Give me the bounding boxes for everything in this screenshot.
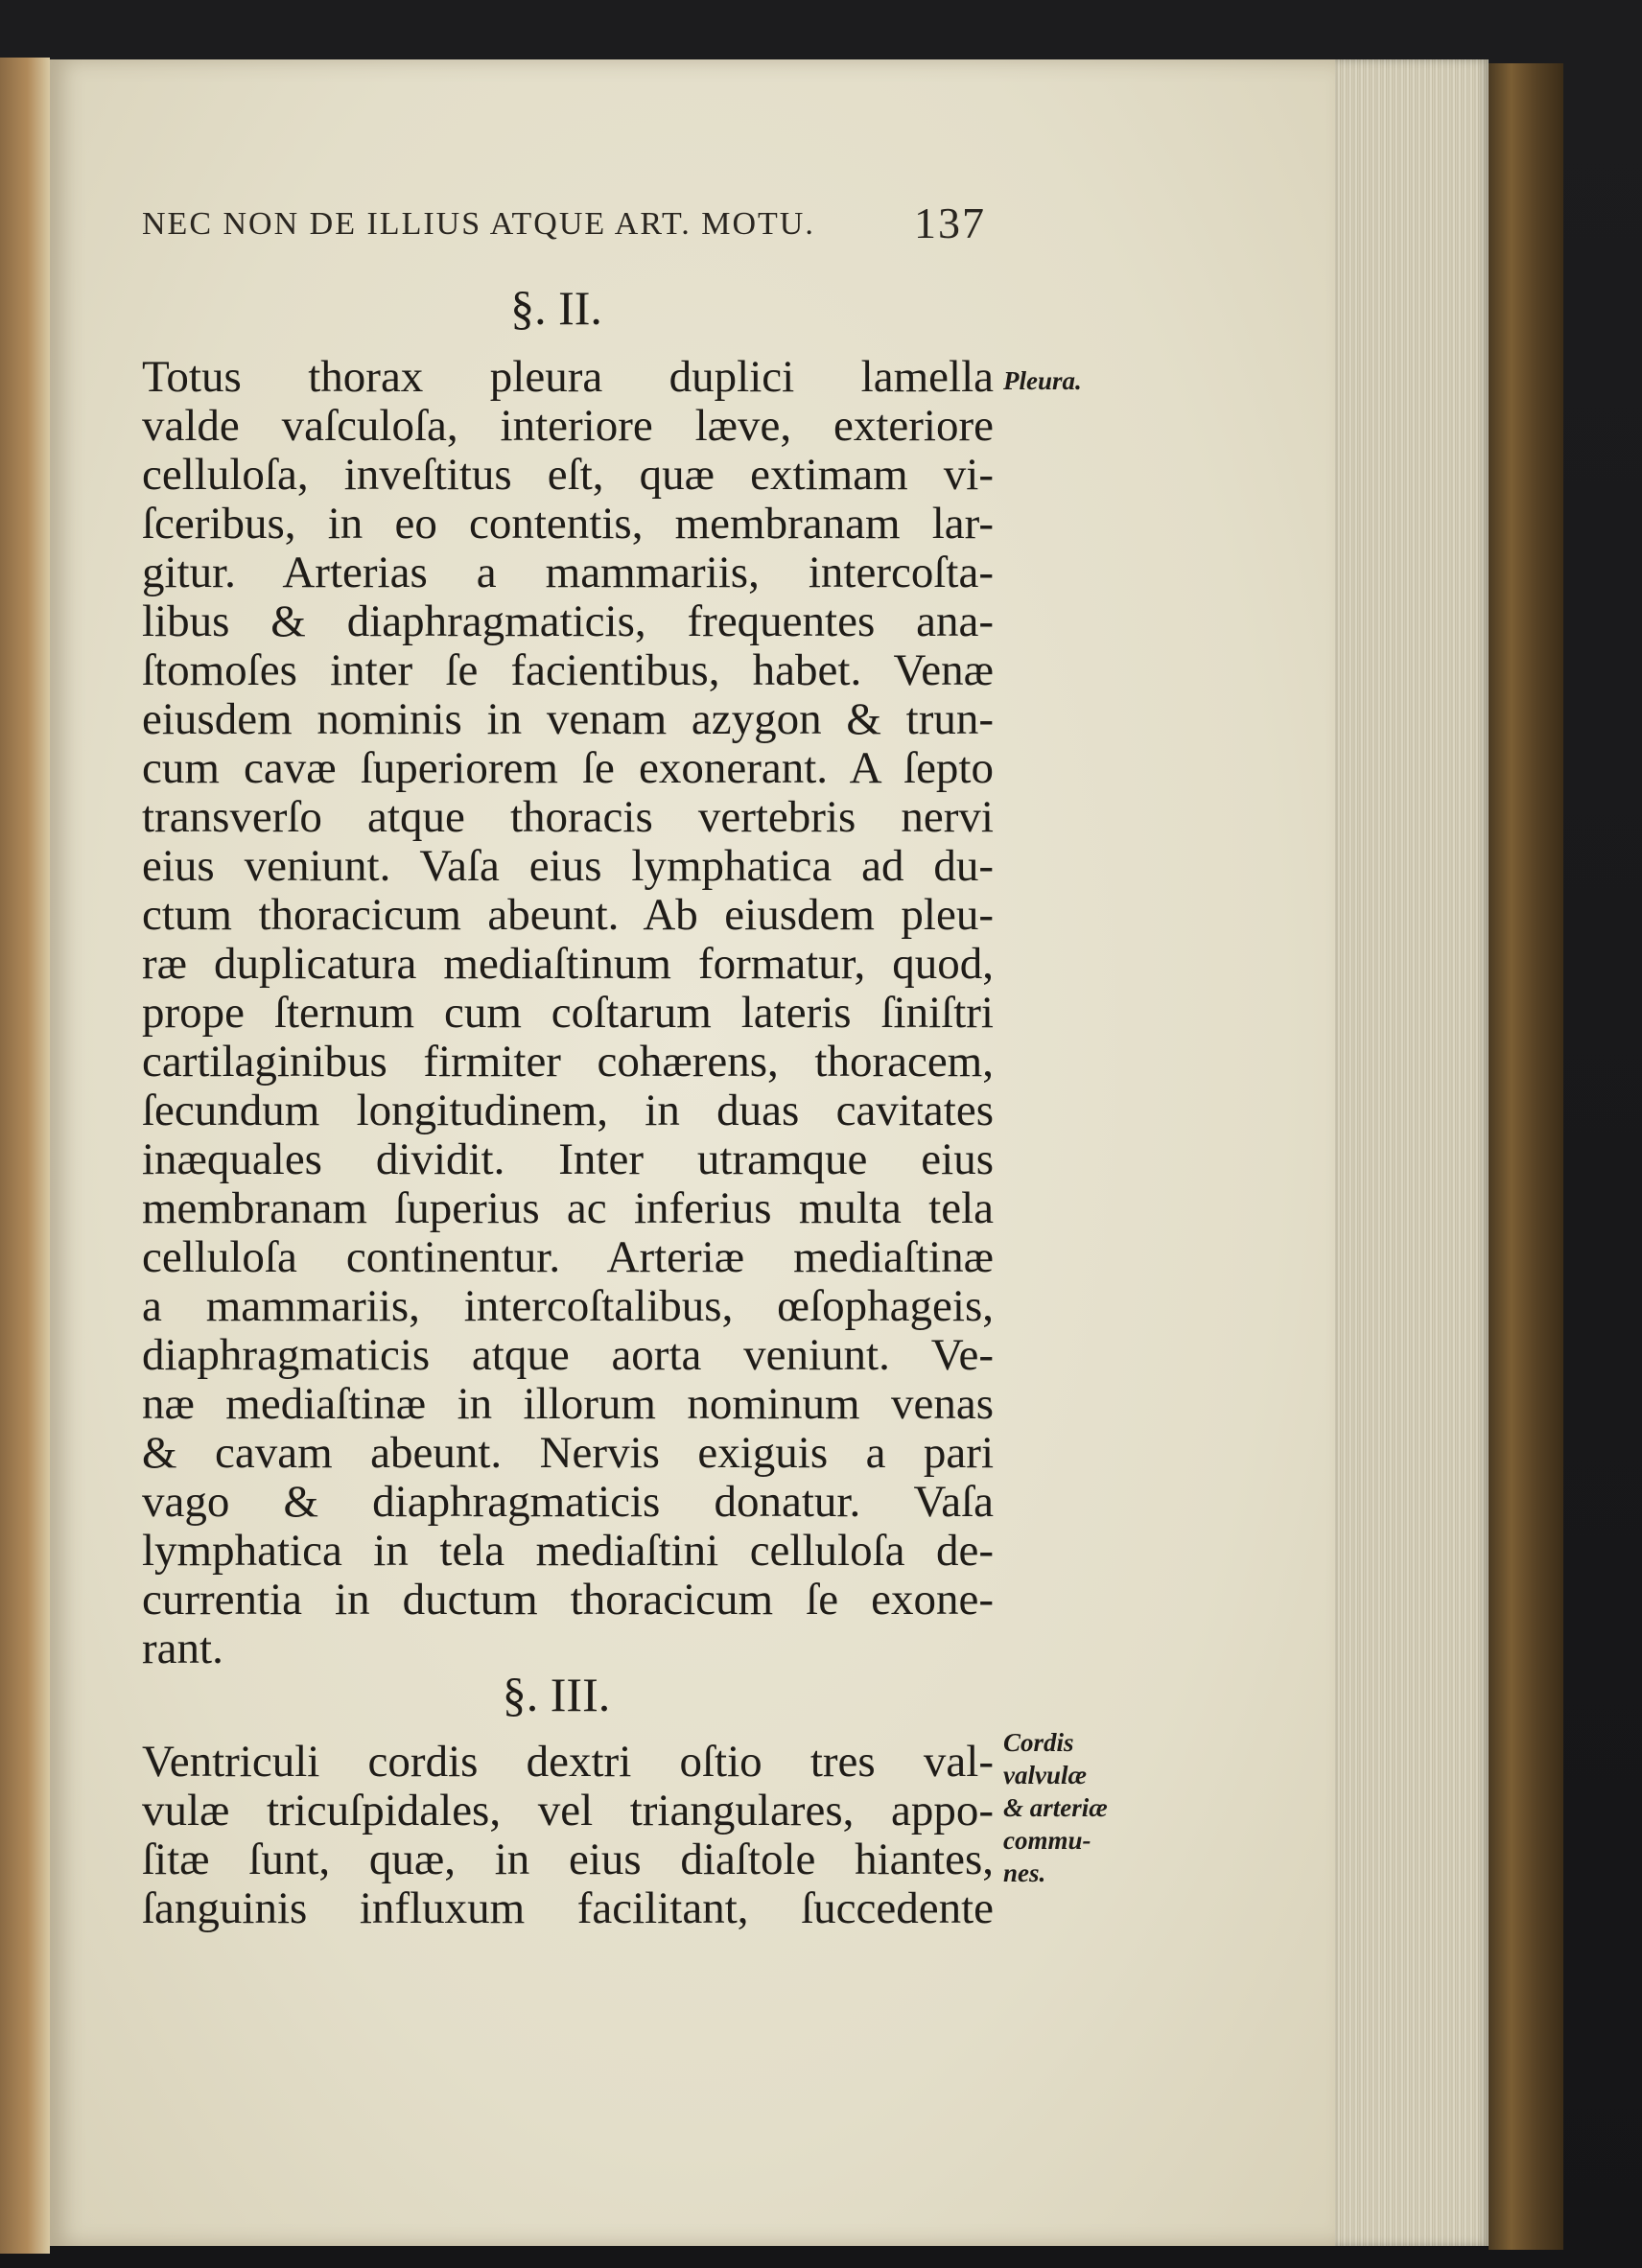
text-line: currentia in ductum thoracicum ſe exone- [142, 1575, 994, 1625]
left-page-edge [0, 58, 50, 2254]
text-line: gitur. Arterias a mammariis, intercoſta- [142, 548, 994, 597]
text-line: diaphragmaticis atque aorta veniunt. Ve- [142, 1330, 994, 1380]
text-line: vulæ tricuſpidales, vel triangulares, appo- [142, 1786, 994, 1835]
section-heading-2: §. II. [510, 281, 602, 335]
text-line: libus & diaphragmaticis, frequentes ana- [142, 596, 994, 646]
text-line: cum cavæ ſuperiorem ſe exonerant. A ſepto [142, 743, 994, 793]
text-line: ſtomoſes inter ſe facientibus, habet. Venæ [142, 645, 994, 695]
book-cover-leather [1489, 63, 1563, 2250]
margin-note-pleura [1003, 364, 1082, 397]
text-line: ſitæ ſunt, quæ, in eius diaſtole hiantes, [142, 1835, 994, 1884]
page-number: 137 [914, 199, 986, 247]
page-block-edges [1335, 59, 1489, 2246]
text-line: ſceribus, in eo contentis, membranam lar- [142, 499, 994, 549]
section-3-text [142, 1738, 994, 1933]
text-line: Totus thorax pleura duplici lamella [142, 352, 994, 402]
text-line: lymphatica in tela mediaſtini celluloſa de- [142, 1526, 994, 1576]
margin-note-line: Cordis [1003, 1728, 1074, 1757]
text-line: membranam ſuperius ac inferius multa tela [142, 1183, 994, 1233]
text-line: ctum thoracicum abeunt. Ab eiusdem pleu- [142, 890, 994, 940]
text-line: a mammariis, intercoſtalibus, œſophageis, [142, 1281, 994, 1331]
margin-note-cordis [1003, 1726, 1108, 1889]
text-line: cartilaginibus firmiter cohærens, thoracem, [142, 1037, 994, 1087]
text-line: ſecundum longitudinem, in duas cavitates [142, 1086, 994, 1135]
text-line: eius veniunt. Vaſa eius lymphatica ad du- [142, 841, 994, 891]
margin-note-line: commu- [1003, 1826, 1091, 1855]
margin-note-line: Pleura. [1003, 366, 1082, 395]
text-line: & cavam abeunt. Nervis exiguis a pari [142, 1428, 994, 1478]
margin-note-line: valvulæ [1003, 1761, 1087, 1789]
text-line: prope ſternum cum coſtarum lateris ſiniſtri [142, 988, 994, 1038]
section-2-text [142, 353, 994, 1673]
text-line: celluloſa, inveſtitus eſt, quæ extimam vi- [142, 450, 994, 500]
margin-note-line: nes. [1003, 1859, 1046, 1887]
text-line: eiusdem nominis in venam azygon & trun- [142, 694, 994, 744]
text-line: næ mediaſtinæ in illorum nominum venas [142, 1379, 994, 1429]
section-heading-3: §. III. [502, 1668, 611, 1721]
text-line: ſanguinis influxum facilitant, ſuccedente [142, 1883, 994, 1933]
text-line: valde vaſculoſa, interiore læve, exteriore [142, 401, 994, 451]
text-line: ræ duplicatura mediaſtinum formatur, quod, [142, 939, 994, 989]
margin-note-line: & arteriæ [1003, 1793, 1108, 1822]
running-head-title: NEC NON DE ILLIUS ATQUE ART. MOTU. [142, 206, 815, 242]
running-head [142, 199, 1005, 247]
text-line: rant. [142, 1624, 223, 1673]
text-line: vago & diaphragmaticis donatur. Vaſa [142, 1477, 994, 1527]
text-line: celluloſa continentur. Arteriæ mediaſtinæ [142, 1232, 994, 1282]
text-line: transverſo atque thoracis vertebris nervi [142, 792, 994, 842]
text-line: Ventriculi cordis dextri oſtio tres val- [142, 1737, 994, 1787]
text-line: inæquales dividit. Inter utramque eius [142, 1134, 994, 1184]
